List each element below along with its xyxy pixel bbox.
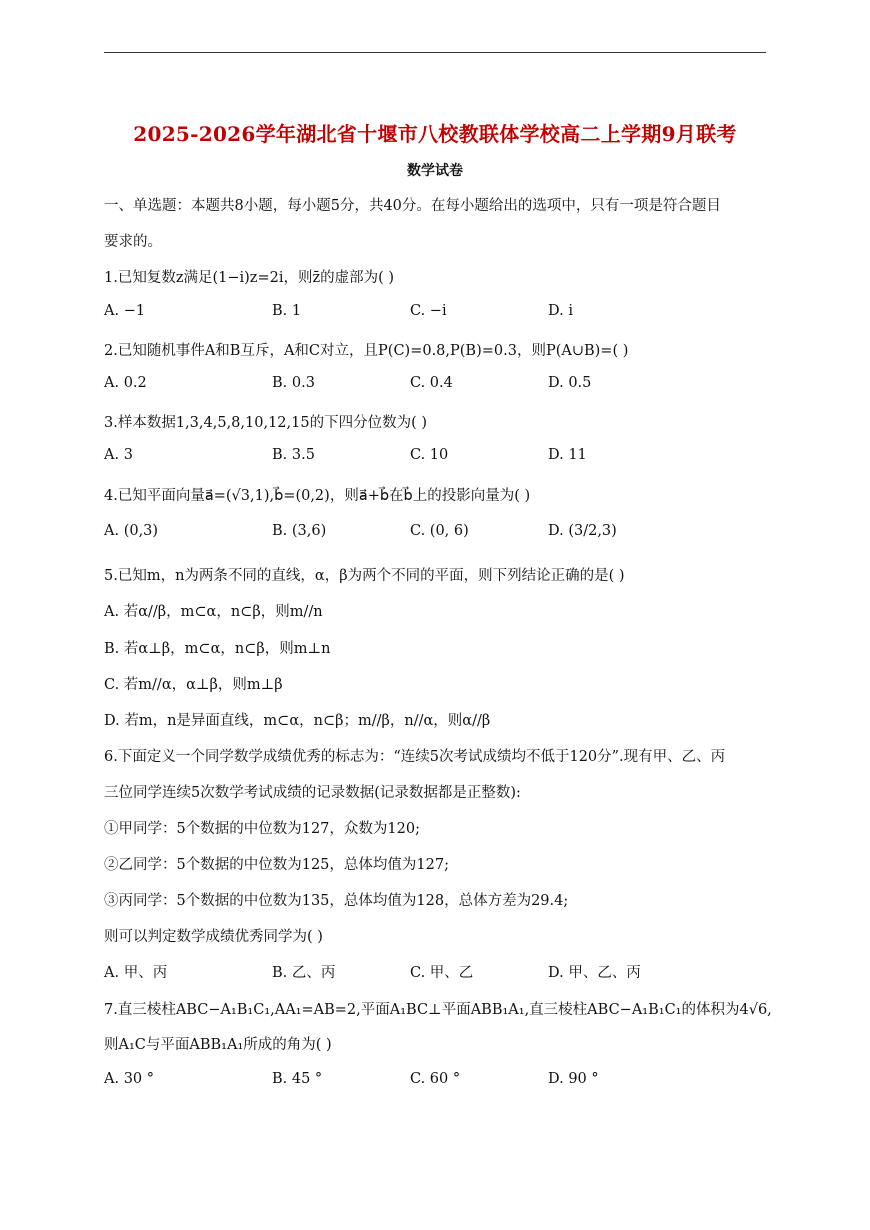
question-7-stem-line2: 则A₁C与平面ABB₁A₁所成的角为( ): [104, 1037, 332, 1053]
question-6-option-a: A. 甲、丙: [104, 965, 168, 981]
exam-title: 2025-2026学年湖北省十堰市八校教联体学校高二上学期9月联考: [133, 122, 737, 146]
question-2-option-c: C. 0.4: [410, 375, 453, 391]
question-5-option-b: B. 若α⊥β，m⊂α，n⊂β，则m⊥n: [104, 641, 331, 657]
question-4-option-a: A. (0,3): [104, 523, 159, 539]
question-1-option-a: A. −1: [104, 303, 146, 319]
exam-subtitle: 数学试卷: [407, 163, 463, 179]
section-intro-line1: 一、单选题：本题共8小题，每小题5分，共40分。在每小题给出的选项中，只有一项是符合题目: [104, 198, 721, 214]
question-1-option-b: B. 1: [272, 303, 302, 319]
question-7-option-b: B. 45 °: [272, 1071, 323, 1087]
question-6-option-b: B. 乙、丙: [272, 965, 336, 981]
question-2-option-d: D. 0.5: [548, 375, 592, 391]
question-5-option-a: A. 若α//β，m⊂α，n⊂β，则m//n: [104, 604, 323, 620]
header-rule: [104, 52, 766, 53]
question-2-stem: 2.已知随机事件A和B互斥，A和C对立，且P(C)=0.8,P(B)=0.3，则P(A∪B)=( ): [104, 343, 629, 359]
question-1-option-d: D. i: [548, 303, 573, 319]
question-3-stem: 3.样本数据1,3,4,5,8,10,12,15的下四分位数为( ): [104, 415, 427, 431]
question-7-option-a: A. 30 °: [104, 1071, 154, 1087]
question-6-stem-line1: 6.下面定义一个同学数学成绩优秀的标志为：“连续5次考试成绩均不低于120分”.现有甲、乙、丙: [104, 749, 726, 765]
question-7-stem-line1: 7.直三棱柱ABC−A₁B₁C₁,AA₁=AB=2,平面A₁BC⊥平面ABB₁A₁,直三棱柱ABC−A₁B₁C₁的体积为4√6,: [104, 1002, 772, 1018]
question-2-option-b: B. 0.3: [272, 375, 315, 391]
question-5-stem: 5.已知m，n为两条不同的直线，α，β为两个不同的平面，则下列结论正确的是( ): [104, 568, 625, 584]
question-6-item-2: ②乙同学：5个数据的中位数为125，总体均值为127;: [104, 857, 449, 873]
question-6-stem-line3: 则可以判定数学成绩优秀同学为( ): [104, 929, 323, 945]
question-4-option-d: D. (3/2,3): [548, 523, 617, 539]
question-3-option-c: C. 10: [410, 447, 449, 463]
question-3-option-a: A. 3: [104, 447, 133, 463]
question-7-option-c: C. 60 °: [410, 1071, 461, 1087]
question-1-stem: 1.已知复数z满足(1−i)z=2i，则z̄的虚部为( ): [104, 270, 395, 286]
question-6-item-3: ③丙同学：5个数据的中位数为135，总体均值为128，总体方差为29.4;: [104, 893, 569, 909]
section-intro-line2: 要求的。: [104, 234, 162, 250]
question-3-option-b: B. 3.5: [272, 447, 315, 463]
question-3-option-d: D. 11: [548, 447, 587, 463]
question-4-option-c: C. (0, 6): [410, 523, 469, 539]
question-4-stem: 4.已知平面向量a⃗=(√3,1),b⃗=(0,2)，则a⃗+b⃗在b⃗上的投影向量为( ): [104, 488, 531, 504]
question-6-item-1: ①甲同学：5个数据的中位数为127，众数为120;: [104, 821, 420, 837]
question-2-option-a: A. 0.2: [104, 375, 147, 391]
question-6-option-c: C. 甲、乙: [410, 965, 474, 981]
question-7-option-d: D. 90 °: [548, 1071, 599, 1087]
question-6-stem-line2: 三位同学连续5次数学考试成绩的记录数据(记录数据都是正整数):: [104, 785, 521, 801]
question-5-option-d: D. 若m，n是异面直线，m⊂α，n⊂β；m//β，n//α，则α//β: [104, 713, 491, 729]
question-1-option-c: C. −i: [410, 303, 447, 319]
question-4-option-b: B. (3,6): [272, 523, 327, 539]
question-5-option-c: C. 若m//α，α⊥β，则m⊥β: [104, 677, 283, 693]
question-6-option-d: D. 甲、乙、丙: [548, 965, 641, 981]
